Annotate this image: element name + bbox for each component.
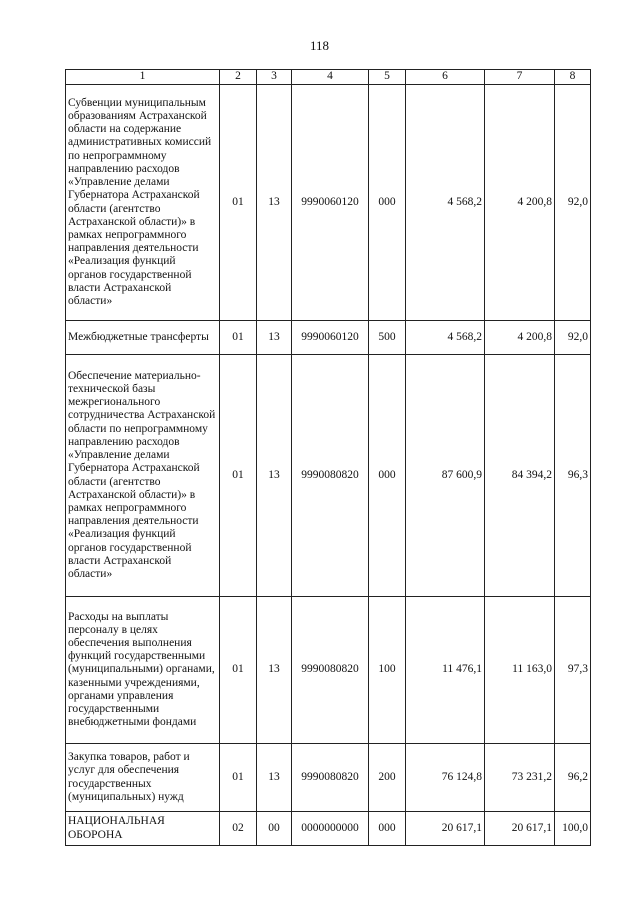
header-col-1: 1 (66, 70, 220, 85)
row-actual-amount: 4 200,8 (485, 321, 555, 355)
table-row (66, 597, 591, 744)
row-target-article: 9990080820 (292, 597, 369, 744)
table-row (66, 812, 591, 846)
row-subsection-code: 13 (257, 744, 292, 812)
row-plan-amount: 4 568,2 (406, 85, 485, 321)
budget-table (65, 69, 591, 846)
row-subsection-code: 13 (257, 355, 292, 597)
row-section-code: 01 (220, 355, 257, 597)
row-actual-amount: 84 394,2 (485, 355, 555, 597)
row-target-article: 9990080820 (292, 744, 369, 812)
row-percent: 92,0 (555, 321, 591, 355)
row-target-article: 0000000000 (292, 812, 369, 846)
table-row (66, 355, 591, 597)
header-col-3: 3 (257, 70, 292, 85)
row-expense-type: 200 (369, 744, 406, 812)
row-subsection-code: 13 (257, 321, 292, 355)
row-target-article: 9990060120 (292, 321, 369, 355)
row-expense-type: 000 (369, 355, 406, 597)
row-plan-amount: 76 124,8 (406, 744, 485, 812)
row-description: НАЦИОНАЛЬНАЯ ОБОРОНА (66, 812, 220, 846)
row-expense-type: 000 (369, 85, 406, 321)
row-description: Закупка товаров, работ и услуг для обеспечения государственных (муниципальных) нужд (66, 744, 220, 812)
row-description: Субвенции муниципальным образованиям Астраханской области на содержание административных комиссий по непрограммному направлению расходов «Управление делами Губернатора Астраханской области (агентство Астраханской области)» в рамках непрограммного направления деятельности «Реализация функций органов государственной власти Астраханской области» (66, 85, 220, 321)
row-percent: 92,0 (555, 85, 591, 321)
row-section-code: 01 (220, 85, 257, 321)
row-percent: 96,2 (555, 744, 591, 812)
row-section-code: 01 (220, 321, 257, 355)
row-expense-type: 100 (369, 597, 406, 744)
header-col-4: 4 (292, 70, 369, 85)
table-header-row (66, 70, 591, 85)
row-actual-amount: 4 200,8 (485, 85, 555, 321)
row-subsection-code: 13 (257, 85, 292, 321)
header-col-6: 6 (406, 70, 485, 85)
header-col-7: 7 (485, 70, 555, 85)
table-row (66, 321, 591, 355)
row-expense-type: 500 (369, 321, 406, 355)
row-subsection-code: 13 (257, 597, 292, 744)
row-target-article: 9990060120 (292, 85, 369, 321)
row-description: Обеспечение материально-технической базы межрегионального сотрудничества Астраханской области по непрограммному направлению расходов «Управление делами Губернатора Астраханской области (агентство Астраханской области)» в рамках непрограммного направления деятельности «Реализация функций органов государственной власти Астраханской области» (66, 355, 220, 597)
row-section-code: 01 (220, 597, 257, 744)
row-target-article: 9990080820 (292, 355, 369, 597)
row-description: Межбюджетные трансферты (66, 321, 220, 355)
row-plan-amount: 87 600,9 (406, 355, 485, 597)
row-subsection-code: 00 (257, 812, 292, 846)
row-actual-amount: 20 617,1 (485, 812, 555, 846)
row-plan-amount: 4 568,2 (406, 321, 485, 355)
header-col-2: 2 (220, 70, 257, 85)
row-description: Расходы на выплаты персоналу в целях обеспечения выполнения функций государственными (муниципальными) органами, казенными учреждениями, органами управления государственными внебюджетными фондами (66, 597, 220, 744)
header-col-8: 8 (555, 70, 591, 85)
page-number: 118 (309, 38, 330, 53)
row-percent: 100,0 (555, 812, 591, 846)
row-plan-amount: 20 617,1 (406, 812, 485, 846)
row-percent: 96,3 (555, 355, 591, 597)
table-row (66, 85, 591, 321)
row-percent: 97,3 (555, 597, 591, 744)
row-expense-type: 000 (369, 812, 406, 846)
header-col-5: 5 (369, 70, 406, 85)
row-actual-amount: 73 231,2 (485, 744, 555, 812)
row-actual-amount: 11 163,0 (485, 597, 555, 744)
row-plan-amount: 11 476,1 (406, 597, 485, 744)
table-row (66, 744, 591, 812)
row-section-code: 02 (220, 812, 257, 846)
row-section-code: 01 (220, 744, 257, 812)
